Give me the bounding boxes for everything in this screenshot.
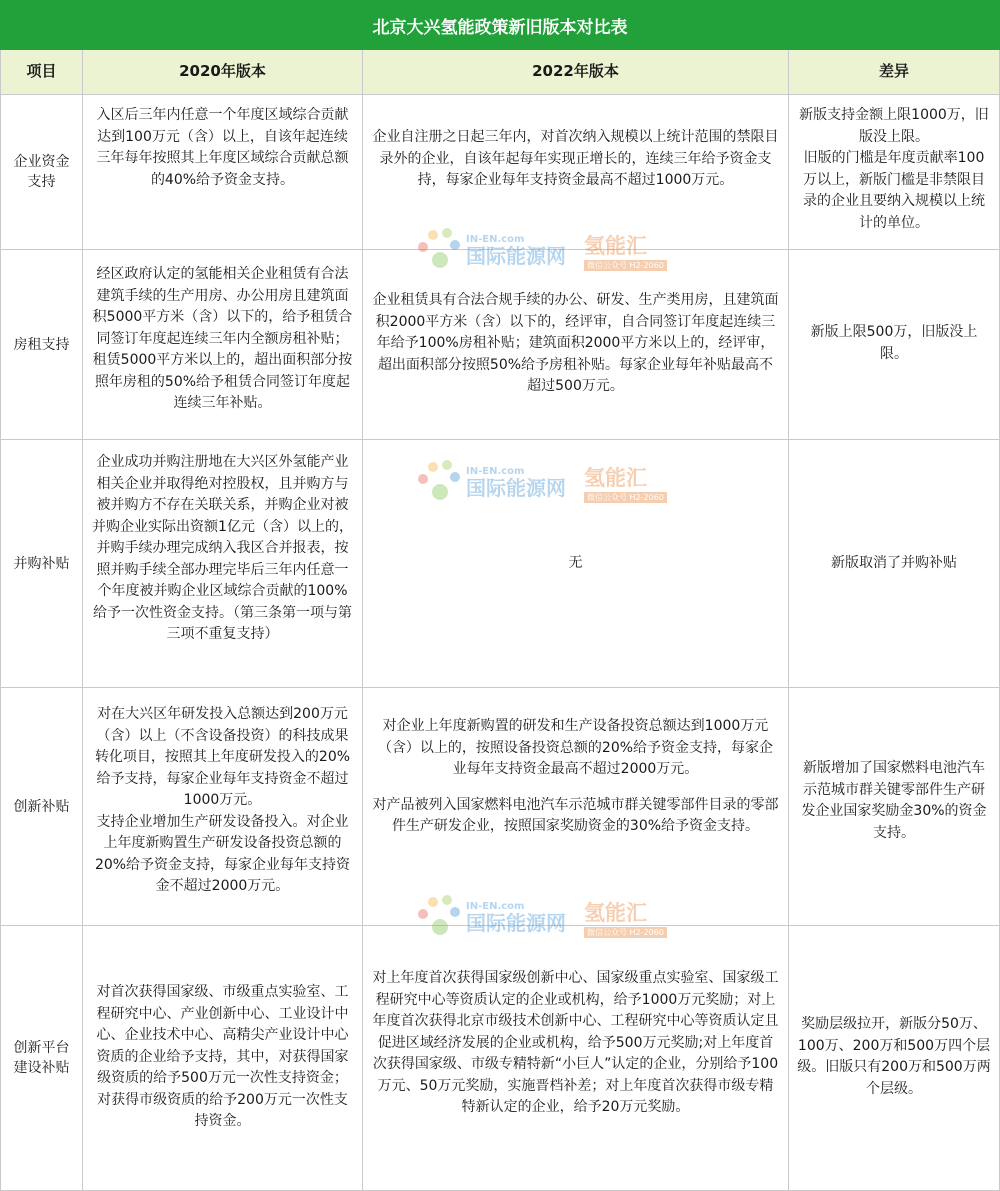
table-header-row [0,50,1000,95]
watermark-brand: 氢能汇 [584,465,647,490]
watermark-en: IN-EN.com [466,900,525,912]
cell-diff: 新版增加了国家燃料电池汽车示范城市群关键零部件生产研发企业国家奖励金30%的资金支持。 [789,688,1000,926]
cell-2020-para-2: 支持企业增加生产研发设备投入。对企业上年度新购置生产研发设备投资总额的20%给予资金支持，每家企业每年支持资金不超过2000万元。 [94,813,351,894]
row-item-label: 房租支持 [0,250,83,440]
header-item: 项目 [0,50,83,95]
row-item-label: 创新补贴 [0,688,83,926]
header-2022: 2022年版本 [363,50,789,95]
row-item-label: 企业资金支持 [0,95,83,250]
cell-2022: 无 [363,440,789,688]
watermark-brand: 氢能汇 [584,233,647,258]
cell-diff: 新版上限500万，旧版没上限。 [789,250,1000,440]
cell-2022 [363,688,789,926]
table-row [0,926,1000,1191]
row-item-label: 创新平台建设补贴 [0,926,83,1191]
table-row [0,250,1000,440]
row-item-label: 并购补贴 [0,440,83,688]
cell-2020: 对首次获得国家级、市级重点实验室、工程研究中心、产业创新中心、工业设计中心、企业技术中心、高精尖产业设计中心资质的企业给予支持，其中，对获得国家级资质的给予500万元一次性支持资金；对获得市级资质的给予200万元一次性支持资金。 [83,926,363,1191]
watermark-cn: 国际能源网 [466,475,566,500]
watermark-en: IN-EN.com [466,233,525,245]
header-diff: 差异 [789,50,1000,95]
cell-2022: 企业自注册之日起三年内，对首次纳入规模以上统计范围的禁限目录外的企业，自该年起每年实现正增长的，连续三年给予资金支持，每家企业每年支持资金最高不超过1000万元。 [363,95,789,250]
table-title: 北京大兴氢能政策新旧版本对比表 [0,0,1000,50]
watermark-tag: 微信公众号 H2-2060 [584,927,667,938]
watermark-brand: 氢能汇 [584,900,647,925]
cell-diff: 奖励层级拉开，新版分50万、100万、200万和500万四个层级。旧版只有200万和500万两个层级。 [789,926,1000,1191]
watermark-tag: 微信公众号 H2-2060 [584,260,667,271]
cell-2022-para-1: 对企业上年度新购置的研发和生产设备投资总额达到1000万元（含）以上的，按照设备投资总额的20%给予资金支持，每家企业每年支持资金最高不超过2000万元。 [377,718,774,777]
cell-diff: 新版取消了并购补贴 [789,440,1000,688]
header-2020: 2020年版本 [83,50,363,95]
cell-diff: 新版支持金额上限1000万，旧版没上限。 旧版的门槛是年度贡献率100万以上，新版门槛是非禁限目录的企业且要纳入规模以上统计的单位。 [789,95,1000,250]
cell-2022-para-2: 对产品被列入国家燃料电池汽车示范城市群关键零部件目录的零部件生产研发企业，按照国家奖励资金的30%给予资金支持。 [372,796,779,834]
watermark-tag: 微信公众号 H2-2060 [584,492,667,503]
cell-2022: 企业租赁具有合法合规手续的办公、研发、生产类用房，且建筑面积2000平方米（含）以下的，经评审，自合同签订年度起连续三年给予100%房租补贴；建筑面积2000平方米以上的，经评审，超出面积部分按照50%给予房租补贴。每家企业每年补贴最高不超过500万元。 [363,250,789,440]
cell-2020-para-1: 对在大兴区年研发投入总额达到200万元（含）以上（不含设备投资）的科技成果转化项目，按照其上年度研发投入的20%给予支持，每家企业每年支持资金不超过1000万元。 [94,706,351,808]
watermark-cn: 国际能源网 [466,243,566,268]
watermark-en: IN-EN.com [466,465,525,477]
watermark-cn: 国际能源网 [466,910,566,935]
cell-2022: 对上年度首次获得国家级创新中心、国家级重点实验室、国家级工程研究中心等资质认定的企业或机构，给予1000万元奖励；对上年度首次获得北京市级技术创新中心、工程研究中心等资质认定且促进区域经济发展的企业或机构，给予500万元奖励;对上年度首次获得国家级、市级专精特新“小巨人”认定的企业，分别给予100万元、50万元奖励，实施晋档补差；对上年度首次获得市级专精特新认定的企业，给予20万元奖励。 [363,926,789,1191]
table-row [0,440,1000,688]
cell-2020 [83,688,363,926]
cell-2020: 经区政府认定的氢能相关企业租赁有合法建筑手续的生产用房、办公用房且建筑面积5000平方米（含）以下的，给予租赁合同签订年度起连续三年内全额房租补贴；租赁5000平方米以上的，超出面积部分按照年房租的50%给予租赁合同签订年度起连续三年补贴。 [83,250,363,440]
table-row [0,688,1000,926]
table-row [0,95,1000,250]
cell-2020: 企业成功并购注册地在大兴区外氢能产业相关企业并取得绝对控股权，且并购方与被并购方不存在关联关系，并购企业对被并购企业实际出资额1亿元（含）以上的，并购手续办理完成纳入我区合并报表，按照并购手续全部办理完毕后三年内任意一个年度被并购企业区域综合贡献的100%给予一次性资金支持。（第三条第一项与第三项不重复支持） [83,440,363,688]
cell-2020: 入区后三年内任意一个年度区域综合贡献达到100万元（含）以上，自该年起连续三年每年按照其上年度区域综合贡献总额的40%给予资金支持。 [83,95,363,250]
